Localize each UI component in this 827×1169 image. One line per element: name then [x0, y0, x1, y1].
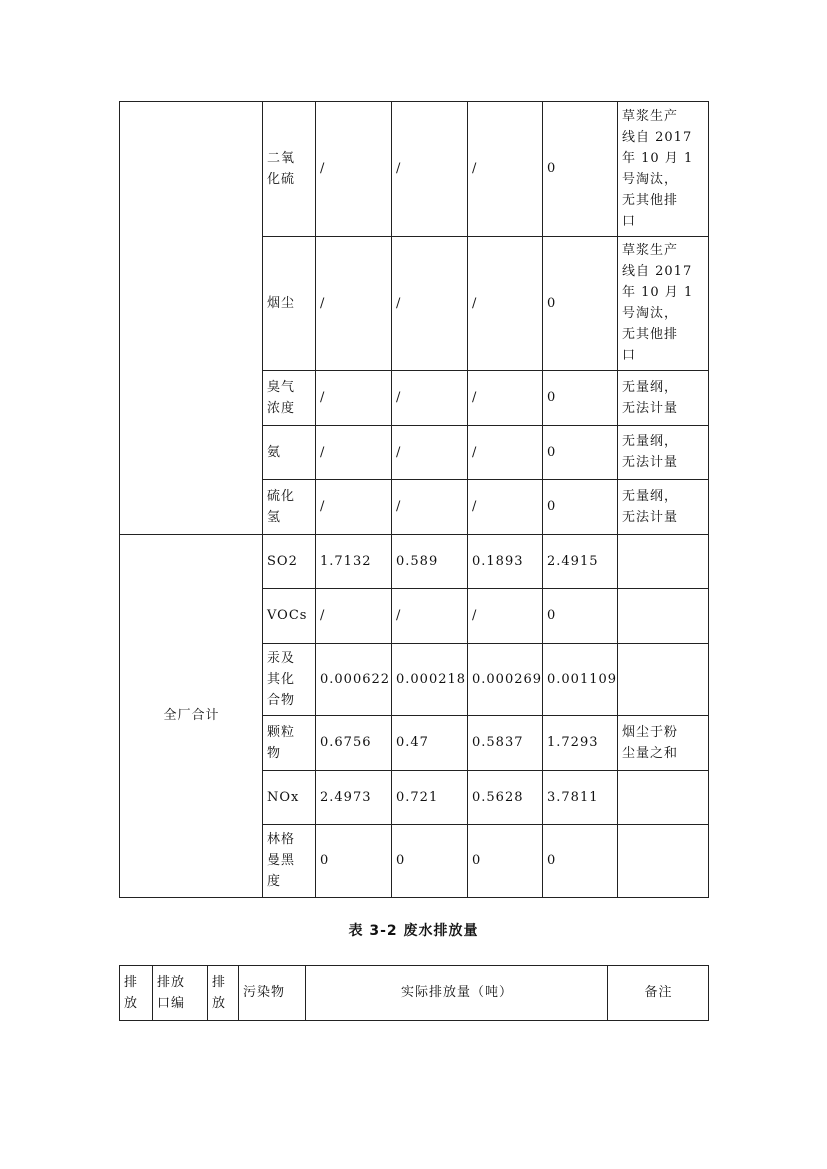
table1-col-line	[119, 101, 120, 898]
pollutant-cell: 臭气 浓度	[267, 379, 296, 416]
pollutant-cell: 二氧 化硫	[267, 150, 296, 187]
value-cell: /	[472, 499, 478, 514]
table2-col-line	[152, 965, 153, 1021]
value-cell: 0	[472, 853, 482, 868]
pollutant-cell: 林格 曼黑 度	[267, 832, 296, 889]
value-cell: 2.4915	[547, 553, 599, 569]
table1-col-line	[262, 101, 263, 898]
table2-header-cell: 污染物	[243, 985, 286, 1000]
note-cell: 草浆生产 线自 2017 年 10 月 1 号淘汰， 无其他排 口	[622, 243, 694, 363]
pollutant-cell: NOx	[267, 789, 300, 805]
value-cell: 0.589	[396, 553, 439, 569]
value-cell: 0	[547, 444, 557, 460]
value-cell: 0.000622	[320, 671, 391, 687]
pollutant-cell: 硫化 氢	[267, 488, 296, 525]
value-cell: /	[472, 390, 478, 405]
note-cell: 无量纲， 无法计量	[622, 379, 679, 416]
plant-total-label: 全厂合计	[163, 708, 220, 723]
value-cell: 0	[547, 161, 557, 176]
note-cell	[622, 588, 705, 643]
note-cell: 无量纲， 无法计量	[622, 434, 679, 470]
value-cell: 0	[547, 499, 557, 514]
table1-col-line	[467, 101, 468, 898]
value-cell: 0.721	[396, 789, 439, 805]
note-cell	[622, 643, 705, 715]
value-cell: 0	[396, 853, 406, 868]
table1-col-line	[617, 101, 618, 898]
value-cell: /	[472, 295, 478, 311]
value-cell: 0.47	[396, 735, 429, 750]
table1-col-line	[391, 101, 392, 898]
value-cell: 0	[320, 853, 330, 868]
value-cell: /	[320, 161, 326, 176]
value-cell: /	[320, 608, 326, 623]
pollutant-cell: 颗粒 物	[267, 724, 296, 761]
value-cell: /	[472, 608, 478, 623]
value-cell: 0	[547, 295, 557, 311]
value-cell: 0.000269	[472, 671, 543, 687]
value-cell: /	[320, 295, 326, 311]
table1-col-line	[708, 101, 709, 898]
value-cell: 0	[547, 608, 557, 623]
note-cell: 草浆生产 线自 2017 年 10 月 1 号淘汰， 无其他排 口	[622, 108, 694, 229]
value-cell: 0.1893	[472, 553, 524, 569]
value-cell: 0	[547, 390, 557, 405]
value-cell: 0.001109	[547, 671, 618, 687]
table1-bottom-border	[119, 897, 709, 898]
note-cell: 无量纲， 无法计量	[622, 488, 679, 525]
value-cell: 0.000218	[396, 671, 467, 687]
value-cell: /	[396, 161, 402, 176]
note-cell	[622, 534, 705, 588]
table2-col-line	[607, 965, 608, 1021]
value-cell: /	[396, 444, 402, 460]
value-cell: 0	[547, 853, 557, 868]
table2-col-line	[708, 965, 709, 1021]
pollutant-cell: 汞及 其化 合物	[267, 650, 296, 708]
value-cell: /	[320, 390, 326, 405]
table2-col-line	[305, 965, 306, 1021]
table2-header-cell: 排 放	[212, 974, 227, 1011]
table1-col-line	[542, 101, 543, 898]
value-cell: /	[472, 444, 478, 460]
table2-header-cell: 排 放	[124, 974, 139, 1011]
table-caption: 表 3-2 废水排放量	[348, 923, 479, 939]
table2-col-line	[207, 965, 208, 1021]
table2-col-line	[119, 965, 120, 1021]
value-cell: 2.4973	[320, 789, 372, 805]
table2-col-line	[238, 965, 239, 1021]
note-cell: 烟尘于粉 尘量之和	[622, 724, 679, 761]
value-cell: 1.7132	[320, 553, 372, 569]
table2-header-cell: 实际排放量（吨）	[400, 985, 513, 1000]
pollutant-cell: 氨	[267, 444, 282, 460]
pollutant-cell: 烟尘	[267, 295, 296, 311]
note-cell	[622, 824, 705, 897]
table2-header-cell: 备注	[644, 985, 673, 1000]
note-cell	[622, 770, 705, 824]
value-cell: 0.5837	[472, 735, 524, 750]
table1-col-line	[315, 101, 316, 898]
value-cell: /	[396, 295, 402, 311]
value-cell: /	[320, 499, 326, 514]
value-cell: /	[472, 161, 478, 176]
value-cell: /	[320, 444, 326, 460]
value-cell: 1.7293	[547, 735, 599, 750]
value-cell: 0.6756	[320, 735, 372, 750]
value-cell: /	[396, 499, 402, 514]
value-cell: 0.5628	[472, 789, 524, 805]
pollutant-cell: VOCs	[267, 608, 308, 623]
pollutant-cell: SO2	[267, 553, 298, 569]
table2-header-cell: 排放 口编	[157, 974, 186, 1011]
value-cell: 3.7811	[547, 789, 599, 805]
value-cell: /	[396, 390, 402, 405]
value-cell: /	[396, 608, 402, 623]
